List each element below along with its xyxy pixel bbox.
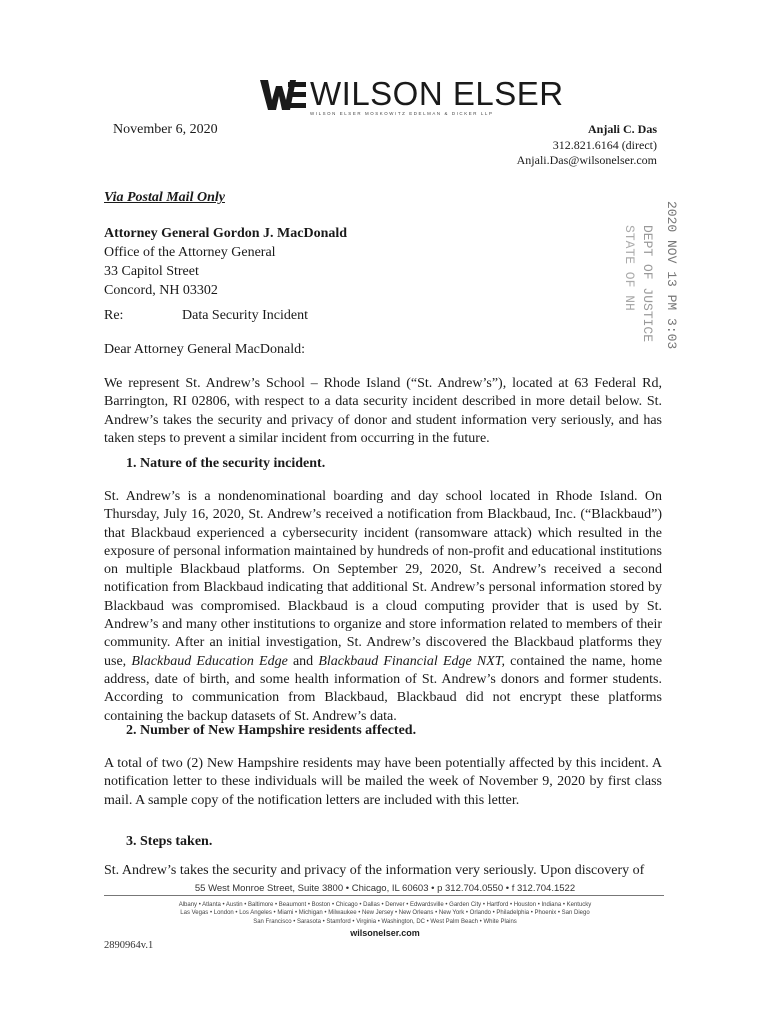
sender-phone: 312.821.6164 (direct) — [552, 137, 657, 152]
platform-education-edge: Blackbaud Education Edge — [131, 653, 288, 669]
sender-block — [517, 122, 657, 169]
footer-office-list — [110, 901, 660, 926]
stamp-line-3: 2020 NOV 13 PM 3:03 — [664, 201, 679, 350]
section-3-heading: 3. Steps taken. — [126, 834, 213, 849]
letter-date: November 6, 2020 — [113, 122, 218, 137]
section-1-and: and — [292, 653, 314, 669]
delivery-method: Via Postal Mail Only — [104, 190, 225, 205]
footer-cities-line-2: Las Vegas • London • Los Angeles • Miami • Michigan • Milwaukee • New Jersey • New Orleans • New York • Orlando • Philadelphia • Phoenix • San Diego — [180, 910, 590, 917]
subject-label: Re: — [104, 308, 124, 323]
section-1-text-b: contained the name, home address, date of birth, and some health information of St. Andrew’s donors and former students. According to communication from Blackbaud, Blackbaud did not encrypt these platforms containing the backup datasets of St. Andrew’s data. — [104, 653, 663, 724]
section-1-heading: 1. Nature of the security incident. — [126, 456, 326, 471]
footer-cities-line-3: San Francisco • Sarasota • Stamford • Virginia • Washington, DC • West Palm Beach • White Plains — [253, 918, 517, 925]
stamp-line-1: STATE OF NH — [622, 225, 637, 311]
section-2-paragraph: A total of two (2) New Hampshire residents may have been potentially affected by this incident. A notification letter to these individuals will be mailed the week of November 9, 2020 by first class mail. A sample copy of the notification letters are included with this letter. — [104, 756, 662, 808]
salutation: Dear Attorney General MacDonald: — [104, 342, 305, 357]
firm-name: WILSON ELSER — [310, 75, 564, 112]
recipient-name: Attorney General Gordon J. MacDonald — [104, 226, 348, 241]
stamp-line-2: DEPT OF JUSTICE — [640, 225, 655, 343]
firm-subtitle: WILSON ELSER MOSKOWITZ EDELMAN & DICKER LLP — [310, 111, 494, 116]
footer-divider — [104, 895, 664, 896]
recipient-office: Office of the Attorney General — [104, 245, 276, 260]
recipient-city: Concord, NH 03302 — [104, 283, 218, 298]
footer-cities-line-1: Albany • Atlanta • Austin • Baltimore • Beaumont • Boston • Chicago • Dallas • Denver • Edwardsville • Garden City • Hartford • Houston • Indiana • Kentucky — [178, 902, 592, 908]
recipient-address — [104, 224, 347, 300]
firm-logo — [258, 75, 564, 120]
wilson-elser-logo-icon — [258, 78, 308, 112]
recipient-street: 33 Capitol Street — [104, 264, 199, 279]
received-stamp — [600, 195, 690, 365]
platform-financial-edge: Blackbaud Financial Edge NXT, — [318, 653, 505, 669]
section-1-paragraph — [104, 488, 662, 726]
section-3-paragraph: St. Andrew’s takes the security and privacy of the information very seriously. Upon discovery of — [104, 863, 645, 878]
sender-email: Anjali.Das@wilsonelser.com — [516, 153, 657, 167]
received-stamp-graphic — [600, 195, 690, 365]
footer-website: wilsonelser.com — [350, 928, 420, 938]
section-1-text-a: St. Andrew’s is a nondenominational boarding and day school located in Rhode Island. On Thursday, July 16, 2020, St. Andrew’s received a notification from Blackbaud, Inc. (“Blackbaud”) that Blackbaud experienced a cybersecurity incident (ransomware attack) which resulted in the exposure of personal information maintained by hundreds of non-profit and educational institutions on multiple Blackbaud platforms. On September 29, 2020, St. Andrew’s received a second notification from Blackbaud indicating that additional St. Andrew’s personal information stored by Blackbaud was compromised. Blackbaud is a cloud computing provider that is used by St. Andrew’s and many other institutions to organize and store information related to members of their community. After an initial investigation, St. Andrew’s discovered the Blackbaud platforms they use, — [104, 489, 662, 669]
subject-text: Data Security Incident — [182, 308, 308, 323]
footer-address: 55 West Monroe Street, Suite 3800 • Chicago, IL 60603 • p 312.704.0550 • f 312.704.1522 — [194, 883, 576, 894]
intro-paragraph: We represent St. Andrew’s School – Rhode Island (“St. Andrew’s”), located at 63 Federal Rd, Barrington, RI 02806, with respect to a data security incident described in more detail below. St. Andrew’s takes the security and privacy of donor and student information very seriously, and has taken steps to prevent a similar incident from occurring in the future. — [104, 376, 662, 446]
sender-name: Anjali C. Das — [587, 122, 657, 136]
subject-line — [104, 308, 308, 324]
section-2-heading: 2. Number of New Hampshire residents affected. — [126, 723, 417, 738]
document-id: 2890964v.1 — [104, 940, 154, 951]
